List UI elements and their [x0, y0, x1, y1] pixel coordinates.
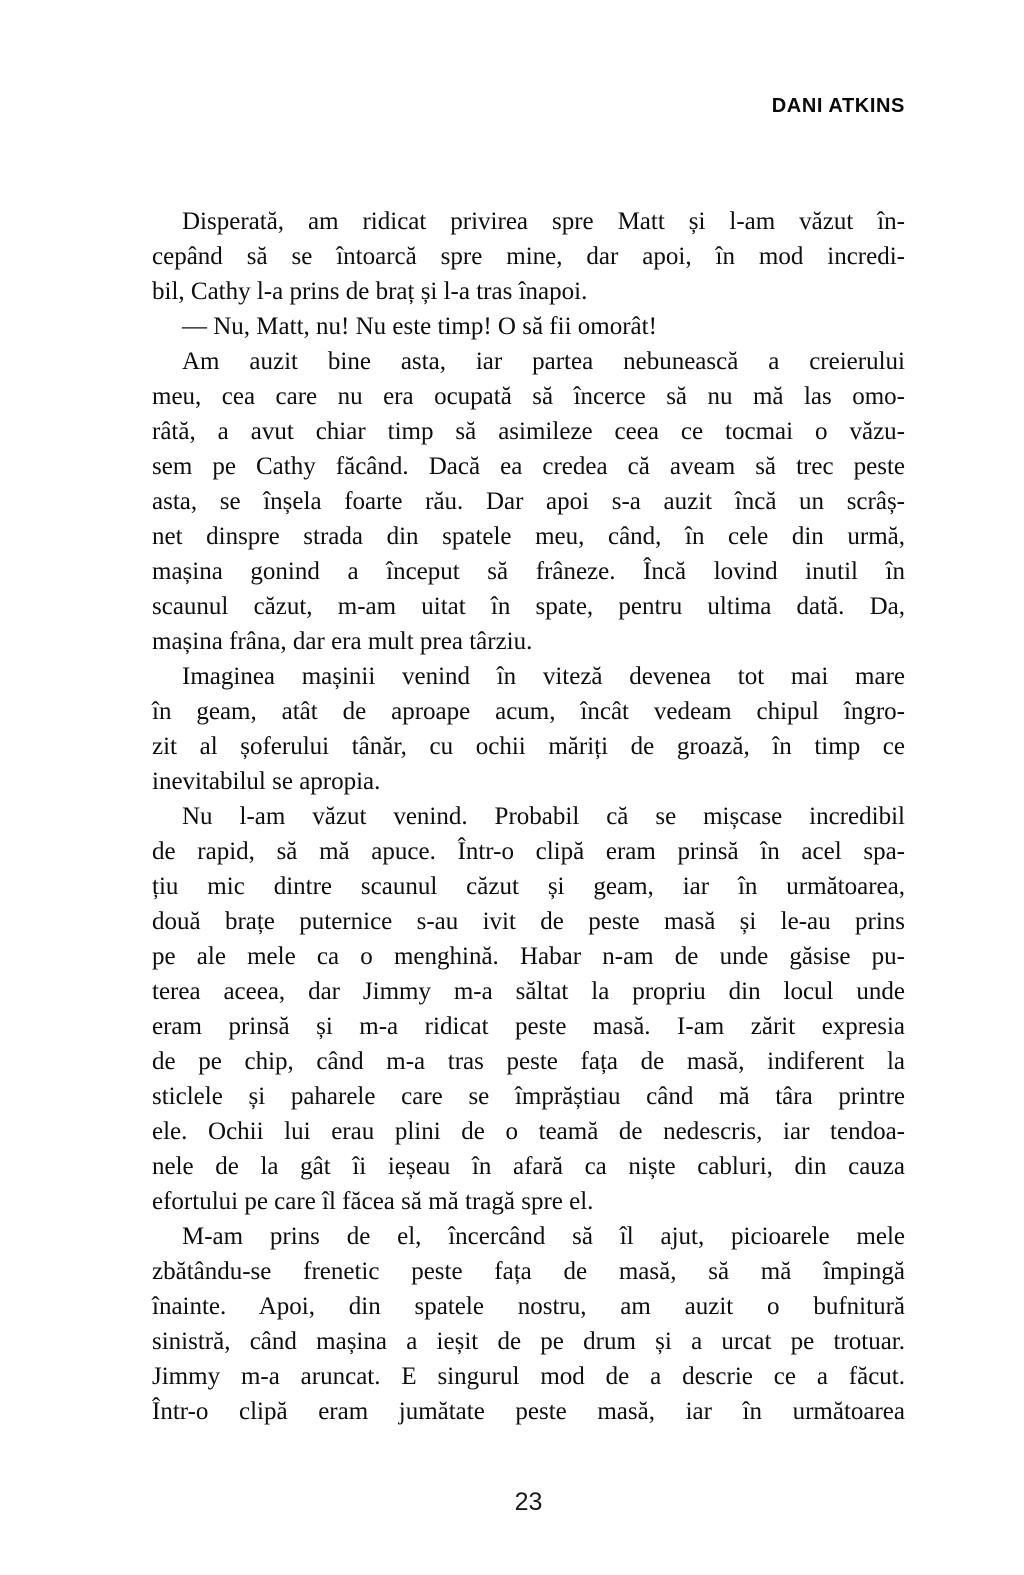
paragraph [152, 204, 905, 309]
text-line: Jimmy m-a aruncat. E singurul mod de a descrie ce a făcut. [152, 1363, 905, 1390]
text-line: în geam, atât de aproape acum, încât vedeam chipul îngro- [152, 698, 905, 725]
text-line: M-am prins de el, încercând să îl ajut, picioarele mele [182, 1223, 905, 1250]
text-line: Nu l-am văzut venind. Probabil că se mișcase incredibil [182, 803, 905, 830]
text-line: Am auzit bine asta, iar partea nebunească a creierului [182, 348, 905, 375]
body-text [152, 204, 905, 1429]
text-line: ele. Ochii lui erau plini de o teamă de nedescris, iar tendoa- [152, 1118, 905, 1145]
text-line: zit al șoferului tânăr, cu ochii măriți de groază, în timp ce [152, 733, 905, 760]
text-line: bil, Cathy l-a prins de braț și l-a tras înapoi. [152, 278, 588, 305]
paragraph [152, 799, 905, 1219]
text-line: sticlele și paharele care se împrăștiau când mă târa printre [152, 1083, 905, 1110]
text-line: sem pe Cathy făcând. Dacă ea credea că aveam să trec peste [152, 453, 905, 480]
text-line: — Nu, Matt, nu! Nu este timp! O să fii omorât! [182, 313, 657, 340]
text-line: inevitabilul se apropia. [152, 768, 381, 795]
text-line: cepând să se întoarcă spre mine, dar apoi, în mod incredi- [152, 243, 905, 270]
text-line: zbătându-se frenetic peste fața de masă, să mă împingă [152, 1258, 905, 1285]
text-line: nele de la gât îi ieșeau în afară ca niște cabluri, din cauza [152, 1153, 905, 1180]
page-number: 23 [514, 1488, 543, 1516]
paragraph [152, 309, 905, 344]
text-line: Imaginea mașinii venind în viteză devenea tot mai mare [182, 663, 905, 690]
running-header-author: DANI ATKINS [771, 95, 905, 117]
text-line: asta, se înșela foarte rău. Dar apoi s-a auzit încă un scrâș- [152, 488, 905, 515]
text-line: pe ale mele ca o menghină. Habar n-am de unde găsise pu- [152, 943, 905, 970]
text-line: râtă, a avut chiar timp să asimileze ceea ce tocmai o văzu- [152, 418, 905, 445]
text-line: înainte. Apoi, din spatele nostru, am auzit o bufnitură [152, 1293, 905, 1320]
text-line: de rapid, să mă apuce. Într-o clipă eram prinsă în acel spa- [152, 838, 905, 865]
paragraph [152, 659, 905, 799]
text-line: Disperată, am ridicat privirea spre Matt și l-am văzut în- [182, 208, 905, 235]
text-line: scaunul căzut, m-am uitat în spate, pentru ultima dată. Da, [152, 593, 905, 620]
text-line: terea aceea, dar Jimmy m-a săltat la propriu din locul unde [152, 978, 905, 1005]
text-line: două brațe puternice s-au ivit de peste masă și le-au prins [152, 908, 905, 935]
text-line: net dinspre strada din spatele meu, când, în cele din urmă, [152, 523, 905, 550]
text-line: mașina gonind a început să frâneze. Încă lovind inutil în [152, 558, 905, 585]
text-line: meu, cea care nu era ocupată să încerce să nu mă las omo- [152, 383, 905, 410]
text-line: țiu mic dintre scaunul căzut și geam, iar în următoarea, [152, 873, 905, 900]
paragraph [152, 344, 905, 659]
text-line: de pe chip, când m-a tras peste fața de masă, indiferent la [152, 1048, 905, 1075]
paragraph [152, 1219, 905, 1429]
text-line: eram prinsă și m-a ridicat peste masă. I-am zărit expresia [152, 1013, 905, 1040]
text-line: Într-o clipă eram jumătate peste masă, iar în următoarea [152, 1398, 905, 1425]
text-line: sinistră, când mașina a ieșit de pe drum și a urcat pe trotuar. [152, 1328, 905, 1355]
text-line: mașina frâna, dar era mult prea târziu. [152, 628, 533, 655]
text-line: efortului pe care îl făcea să mă tragă spre el. [152, 1188, 594, 1215]
